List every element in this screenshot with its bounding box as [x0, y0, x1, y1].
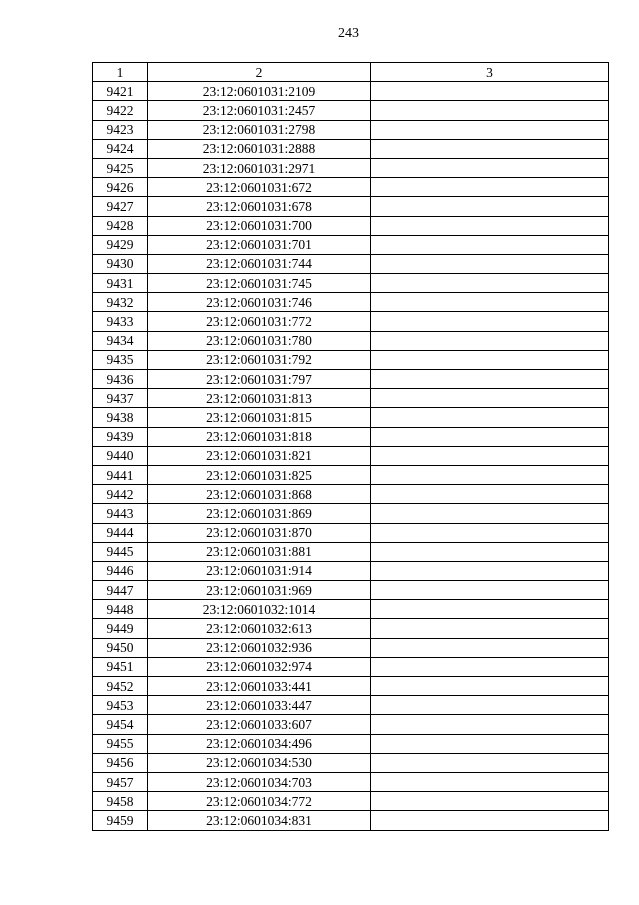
note-cell	[371, 158, 609, 177]
table-row	[93, 331, 609, 350]
note-cell	[371, 792, 609, 811]
cadastral-number-cell: 23:12:0601031:815	[148, 408, 371, 427]
row-number-cell: 9425	[93, 158, 148, 177]
column-header-1: 1	[93, 63, 148, 82]
note-cell	[371, 235, 609, 254]
note-cell	[371, 274, 609, 293]
table-row	[93, 139, 609, 158]
row-number-cell: 9434	[93, 331, 148, 350]
note-cell	[371, 715, 609, 734]
row-number-cell: 9423	[93, 120, 148, 139]
table-row	[93, 465, 609, 484]
table-row	[93, 82, 609, 101]
cadastral-number-cell: 23:12:0601031:745	[148, 274, 371, 293]
table-row	[93, 696, 609, 715]
table-row	[93, 619, 609, 638]
cadastral-number-cell: 23:12:0601032:1014	[148, 600, 371, 619]
table-row	[93, 178, 609, 197]
cadastral-number-cell: 23:12:0601031:700	[148, 216, 371, 235]
table-row	[93, 446, 609, 465]
row-number-cell: 9452	[93, 677, 148, 696]
cadastral-number-cell: 23:12:0601034:703	[148, 772, 371, 791]
cadastral-number-cell: 23:12:0601032:974	[148, 657, 371, 676]
note-cell	[371, 677, 609, 696]
row-number-cell: 9429	[93, 235, 148, 254]
table-row	[93, 254, 609, 273]
table-row	[93, 581, 609, 600]
note-cell	[371, 523, 609, 542]
table-row	[93, 561, 609, 580]
row-number-cell: 9435	[93, 350, 148, 369]
table-row	[93, 312, 609, 331]
cadastral-number-cell: 23:12:0601031:825	[148, 465, 371, 484]
table-row	[93, 389, 609, 408]
note-cell	[371, 331, 609, 350]
note-cell	[371, 312, 609, 331]
cadastral-number-cell: 23:12:0601031:868	[148, 485, 371, 504]
row-number-cell: 9424	[93, 139, 148, 158]
table-row	[93, 408, 609, 427]
row-number-cell: 9456	[93, 753, 148, 772]
cadastral-number-cell: 23:12:0601034:496	[148, 734, 371, 753]
row-number-cell: 9421	[93, 82, 148, 101]
row-number-cell: 9426	[93, 178, 148, 197]
note-cell	[371, 485, 609, 504]
note-cell	[371, 254, 609, 273]
note-cell	[371, 120, 609, 139]
cadastral-number-cell: 23:12:0601034:530	[148, 753, 371, 772]
table-row	[93, 101, 609, 120]
row-number-cell: 9431	[93, 274, 148, 293]
cadastral-number-cell: 23:12:0601033:607	[148, 715, 371, 734]
note-cell	[371, 139, 609, 158]
cadastral-number-cell: 23:12:0601033:447	[148, 696, 371, 715]
note-cell	[371, 734, 609, 753]
table-row	[93, 677, 609, 696]
row-number-cell: 9436	[93, 370, 148, 389]
cadastral-number-cell: 23:12:0601031:701	[148, 235, 371, 254]
note-cell	[371, 101, 609, 120]
table-row	[93, 370, 609, 389]
table-row	[93, 235, 609, 254]
cadastral-number-cell: 23:12:0601031:744	[148, 254, 371, 273]
cadastral-number-cell: 23:12:0601034:772	[148, 792, 371, 811]
cadastral-number-cell: 23:12:0601031:672	[148, 178, 371, 197]
table-row	[93, 504, 609, 523]
table-row	[93, 158, 609, 177]
cadastral-number-cell: 23:12:0601031:2457	[148, 101, 371, 120]
cadastral-number-cell: 23:12:0601031:914	[148, 561, 371, 580]
table-row	[93, 792, 609, 811]
row-number-cell: 9442	[93, 485, 148, 504]
note-cell	[371, 370, 609, 389]
row-number-cell: 9459	[93, 811, 148, 830]
table-row	[93, 772, 609, 791]
cadastral-number-cell: 23:12:0601033:441	[148, 677, 371, 696]
row-number-cell: 9455	[93, 734, 148, 753]
row-number-cell: 9428	[93, 216, 148, 235]
row-number-cell: 9439	[93, 427, 148, 446]
cadastral-number-cell: 23:12:0601031:821	[148, 446, 371, 465]
cadastral-number-cell: 23:12:0601034:831	[148, 811, 371, 830]
row-number-cell: 9427	[93, 197, 148, 216]
row-number-cell: 9445	[93, 542, 148, 561]
row-number-cell: 9433	[93, 312, 148, 331]
table-body	[93, 82, 609, 830]
note-cell	[371, 811, 609, 830]
cadastral-number-cell: 23:12:0601031:869	[148, 504, 371, 523]
row-number-cell: 9446	[93, 561, 148, 580]
note-cell	[371, 408, 609, 427]
column-header-2: 2	[148, 63, 371, 82]
table-row	[93, 216, 609, 235]
cadastral-number-cell: 23:12:0601031:2798	[148, 120, 371, 139]
table-row	[93, 542, 609, 561]
note-cell	[371, 82, 609, 101]
row-number-cell: 9451	[93, 657, 148, 676]
note-cell	[371, 696, 609, 715]
row-number-cell: 9440	[93, 446, 148, 465]
table-row	[93, 120, 609, 139]
cadastral-number-cell: 23:12:0601031:818	[148, 427, 371, 446]
cadastral-number-cell: 23:12:0601031:746	[148, 293, 371, 312]
table-header-row	[93, 63, 609, 82]
table-row	[93, 753, 609, 772]
note-cell	[371, 197, 609, 216]
note-cell	[371, 350, 609, 369]
row-number-cell: 9430	[93, 254, 148, 273]
table-row	[93, 427, 609, 446]
row-number-cell: 9422	[93, 101, 148, 120]
note-cell	[371, 657, 609, 676]
page-number: 243	[338, 26, 359, 41]
row-number-cell: 9438	[93, 408, 148, 427]
cadastral-number-cell: 23:12:0601031:2971	[148, 158, 371, 177]
row-number-cell: 9443	[93, 504, 148, 523]
cadastral-number-cell: 23:12:0601031:881	[148, 542, 371, 561]
row-number-cell: 9449	[93, 619, 148, 638]
note-cell	[371, 619, 609, 638]
cadastral-number-cell: 23:12:0601031:797	[148, 370, 371, 389]
note-cell	[371, 446, 609, 465]
note-cell	[371, 465, 609, 484]
note-cell	[371, 178, 609, 197]
cadastral-number-cell: 23:12:0601031:678	[148, 197, 371, 216]
data-table	[92, 62, 609, 831]
row-number-cell: 9437	[93, 389, 148, 408]
cadastral-number-cell: 23:12:0601031:2888	[148, 139, 371, 158]
table-row	[93, 350, 609, 369]
table-row	[93, 811, 609, 830]
note-cell	[371, 638, 609, 657]
row-number-cell: 9458	[93, 792, 148, 811]
row-number-cell: 9441	[93, 465, 148, 484]
note-cell	[371, 504, 609, 523]
note-cell	[371, 753, 609, 772]
row-number-cell: 9454	[93, 715, 148, 734]
row-number-cell: 9448	[93, 600, 148, 619]
cadastral-number-cell: 23:12:0601032:613	[148, 619, 371, 638]
table-row	[93, 657, 609, 676]
table-row	[93, 293, 609, 312]
note-cell	[371, 293, 609, 312]
row-number-cell: 9453	[93, 696, 148, 715]
note-cell	[371, 389, 609, 408]
cadastral-number-cell: 23:12:0601031:813	[148, 389, 371, 408]
table-row	[93, 600, 609, 619]
cadastral-number-cell: 23:12:0601031:792	[148, 350, 371, 369]
row-number-cell: 9447	[93, 581, 148, 600]
row-number-cell: 9450	[93, 638, 148, 657]
table-row	[93, 638, 609, 657]
column-header-3: 3	[371, 63, 609, 82]
table-row	[93, 523, 609, 542]
cadastral-number-cell: 23:12:0601031:870	[148, 523, 371, 542]
note-cell	[371, 581, 609, 600]
row-number-cell: 9444	[93, 523, 148, 542]
note-cell	[371, 772, 609, 791]
row-number-cell: 9457	[93, 772, 148, 791]
table-row	[93, 734, 609, 753]
row-number-cell: 9432	[93, 293, 148, 312]
cadastral-number-cell: 23:12:0601031:772	[148, 312, 371, 331]
cadastral-number-cell: 23:12:0601031:2109	[148, 82, 371, 101]
note-cell	[371, 600, 609, 619]
note-cell	[371, 427, 609, 446]
table-row	[93, 274, 609, 293]
cadastral-number-cell: 23:12:0601031:969	[148, 581, 371, 600]
note-cell	[371, 561, 609, 580]
table-row	[93, 715, 609, 734]
cadastral-number-cell: 23:12:0601032:936	[148, 638, 371, 657]
note-cell	[371, 542, 609, 561]
cadastral-number-cell: 23:12:0601031:780	[148, 331, 371, 350]
note-cell	[371, 216, 609, 235]
table-row	[93, 197, 609, 216]
table-row	[93, 485, 609, 504]
